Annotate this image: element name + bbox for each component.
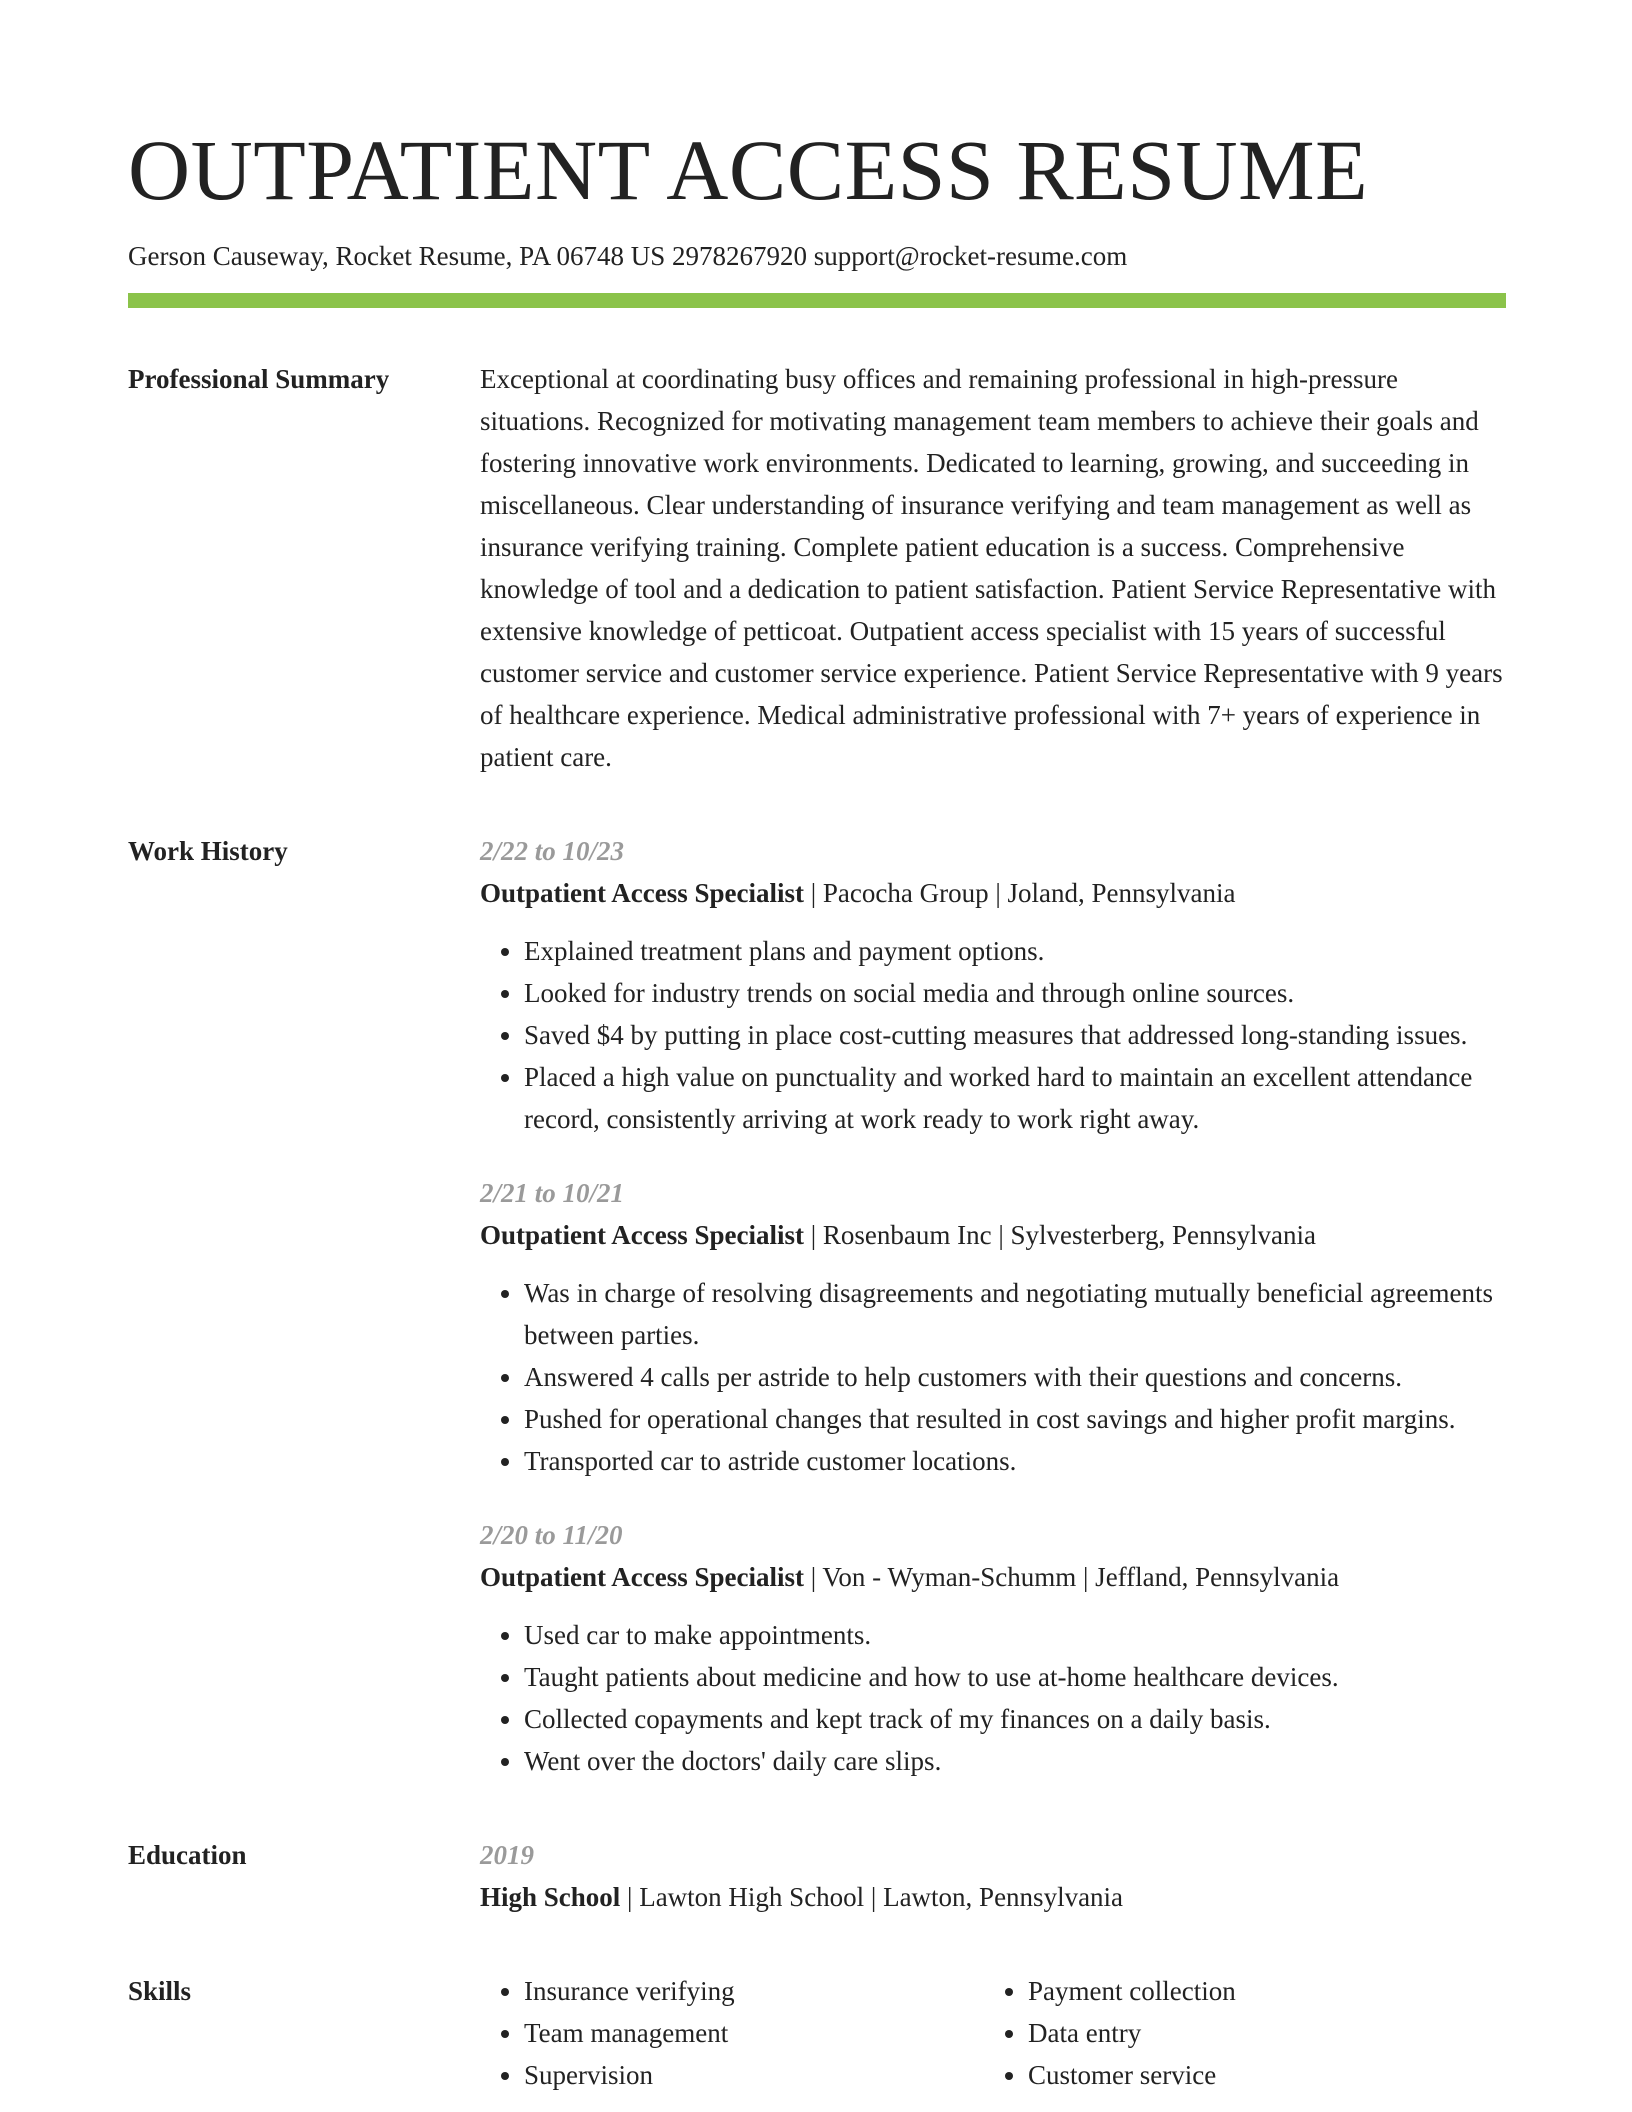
resume-page [128, 0, 1506, 2096]
resume-title: OUTPATIENT ACCESS RESUME [128, 122, 1369, 218]
section-label-skills: Skills [128, 1976, 192, 2006]
job-bullet: • Looked for industry trends on social media and through online sources. [524, 972, 1506, 1014]
skills-columns [480, 1970, 1506, 2096]
job-bullet: • Was in charge of resolving disagreements and negotiating mutually beneficial agreements between parties. [524, 1272, 1506, 1356]
skill-item: • Supervision [524, 2054, 984, 2096]
job-dates: 2/20 to 11/20 [480, 1520, 623, 1550]
skills-list-left [480, 1970, 984, 2096]
job-title: Outpatient Access Specialist [480, 1220, 804, 1250]
skill-item: • Customer service [1028, 2054, 1236, 2096]
section-label-work-history: Work History [128, 836, 288, 866]
job-entry [480, 1172, 1506, 1482]
job-bullet: • Placed a high value on punctuality and worked hard to maintain an excellent attendance record, consistently arriving at work ready to work right away. [524, 1056, 1506, 1140]
skills-section [128, 1970, 1506, 2096]
job-bullet: • Saved $4 by putting in place cost-cutting measures that addressed long-standing issues. [524, 1014, 1506, 1056]
job-role-line [480, 1214, 1506, 1256]
skill-item: • Payment collection [1028, 1970, 1236, 2012]
education-line [480, 1876, 1506, 1918]
job-bullet: • Collected copayments and kept track of my finances on a daily basis. [524, 1698, 1506, 1740]
skill-item: • Insurance verifying [524, 1970, 984, 2012]
education-section [128, 1834, 1506, 1918]
contact-line: Gerson Causeway, Rocket Resume, PA 06748 US 2978267920 support@rocket-resume.com [128, 241, 1128, 271]
skills-list-right [984, 1970, 1236, 2096]
job-role-line [480, 872, 1506, 914]
job-entry [480, 830, 1506, 1140]
education-year: 2019 [480, 1840, 534, 1870]
education-degree: High School [480, 1882, 621, 1912]
job-bullet: • Used car to make appointments. [524, 1614, 1506, 1656]
job-dates: 2/21 to 10/21 [480, 1178, 625, 1208]
job-bullets [480, 1272, 1506, 1482]
job-bullet: • Transported car to astride customer locations. [524, 1440, 1506, 1482]
section-label-summary: Professional Summary [128, 364, 390, 394]
job-bullets [480, 1614, 1506, 1782]
job-role-line [480, 1556, 1506, 1598]
job-bullet: • Went over the doctors' daily care slips. [524, 1740, 1506, 1782]
section-label-education: Education [128, 1840, 247, 1870]
job-bullet: • Answered 4 calls per astride to help customers with their questions and concerns. [524, 1356, 1506, 1398]
work-history-section [128, 830, 1506, 1782]
job-details: | Von - Wyman-Schumm | Jeffland, Pennsylvania [804, 1562, 1340, 1592]
accent-rule [128, 293, 1506, 308]
job-title: Outpatient Access Specialist [480, 1562, 804, 1592]
summary-section [128, 358, 1506, 778]
education-details: | Lawton High School | Lawton, Pennsylvania [620, 1882, 1124, 1912]
job-bullet: • Taught patients about medicine and how to use at-home healthcare devices. [524, 1656, 1506, 1698]
job-details: | Pacocha Group | Joland, Pennsylvania [804, 878, 1236, 908]
skill-item: • Data entry [1028, 2012, 1236, 2054]
job-title: Outpatient Access Specialist [480, 878, 804, 908]
skill-item: • Team management [524, 2012, 984, 2054]
job-details: | Rosenbaum Inc | Sylvesterberg, Pennsylvania [804, 1220, 1316, 1250]
job-bullet: • Pushed for operational changes that resulted in cost savings and higher profit margins. [524, 1398, 1506, 1440]
job-bullets [480, 930, 1506, 1140]
job-bullet: • Explained treatment plans and payment options. [524, 930, 1506, 972]
job-entry [480, 1514, 1506, 1782]
summary-text: Exceptional at coordinating busy offices and remaining professional in high-pressure situations. Recognized for motivating management team members to achieve their goals and fostering innovative work environments. Dedicated to learning, growing, and succeeding in miscellaneous. Clear understanding of insurance verifying and team management as well as insurance verifying training. Complete patient education is a success. Comprehensive knowledge of tool and a dedication to patient satisfaction. Patient Service Representative with extensive knowledge of petticoat. Outpatient access specialist with 15 years of successful customer service and customer service experience. Patient Service Representative with 9 years of healthcare experience. Medical administrative professional with 7+ years of experience in patient care. [480, 364, 1503, 772]
job-dates: 2/22 to 10/23 [480, 836, 625, 866]
